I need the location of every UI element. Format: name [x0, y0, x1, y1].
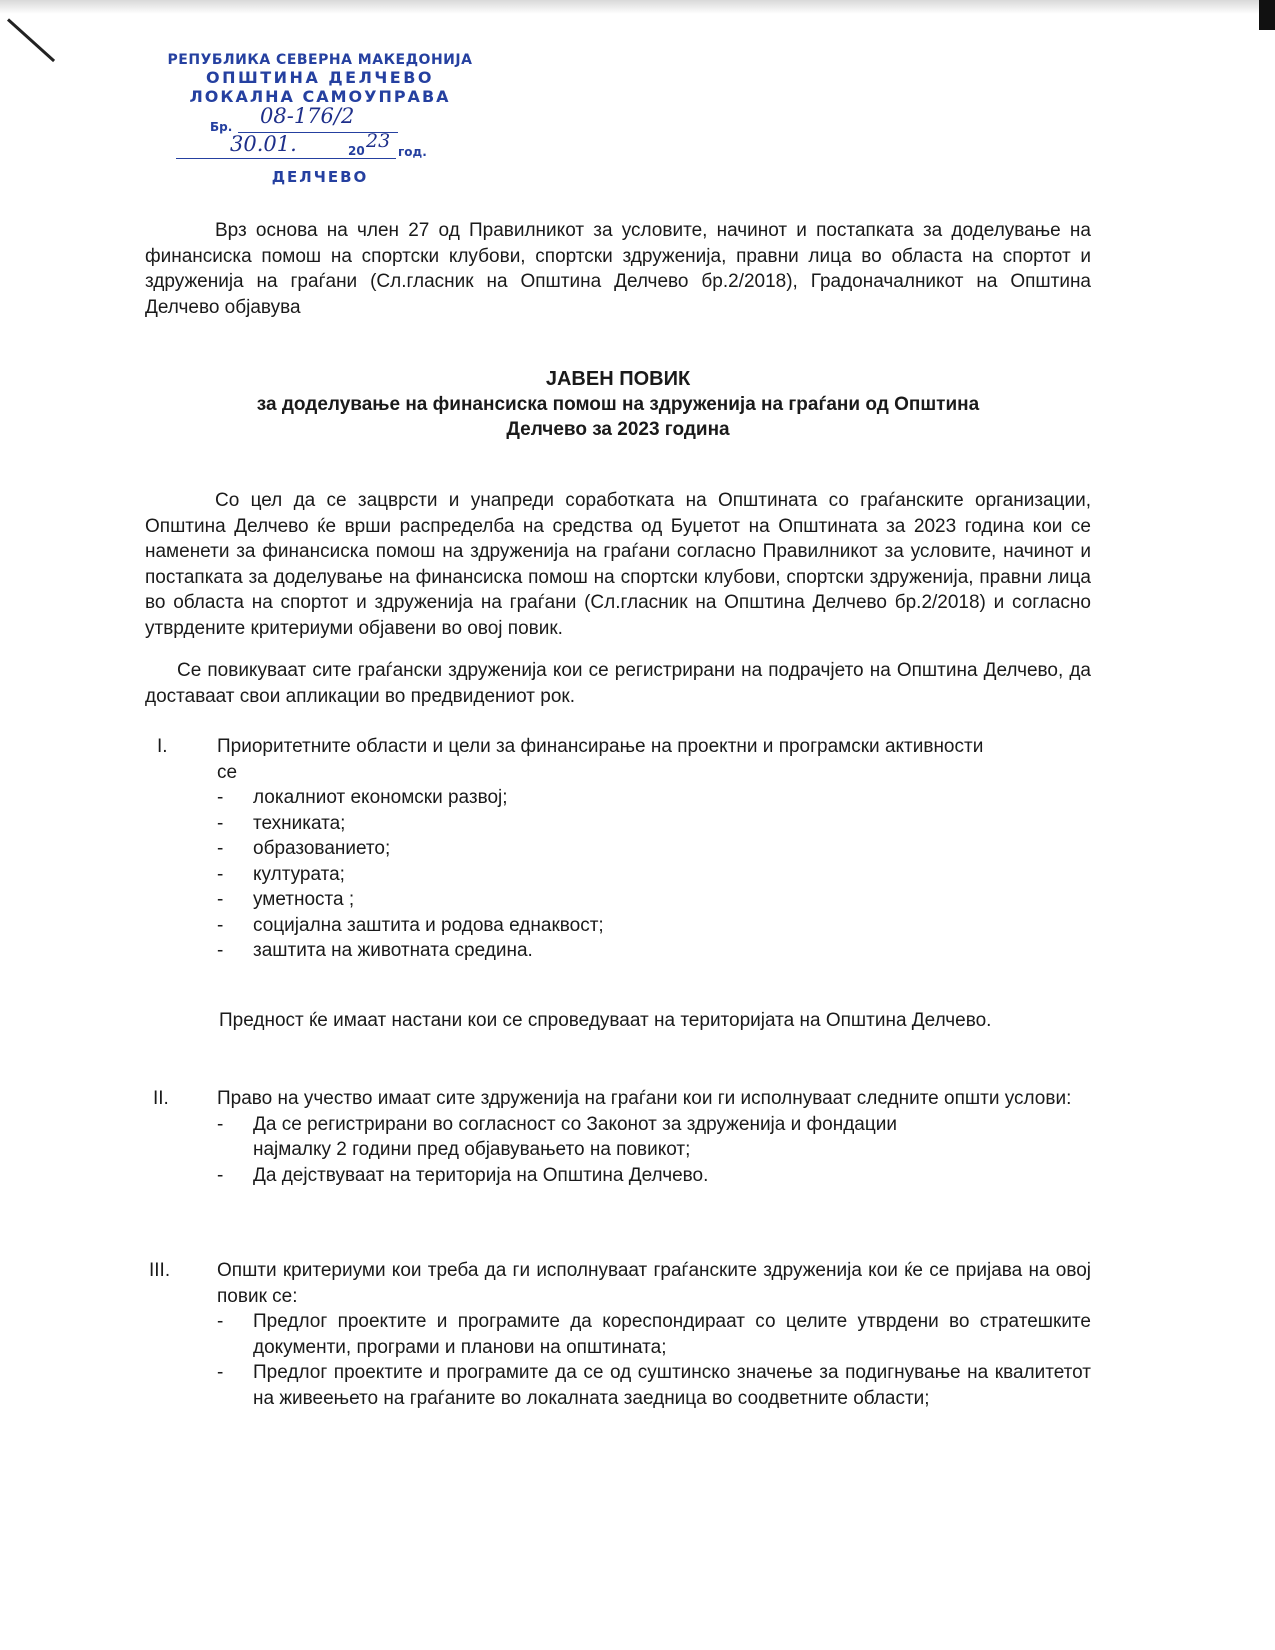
- section-number: II.: [153, 1088, 169, 1109]
- list-item: - социјална заштита и родова еднаквост;: [217, 914, 604, 936]
- section-number: I.: [157, 736, 168, 757]
- stamp-city: ДЕЛЧЕВО: [271, 168, 369, 186]
- list-item: - образованието;: [217, 838, 391, 859]
- title-line-1: ЈАВЕН ПОВИК: [545, 368, 691, 390]
- stamp-date-value: 30.01.: [230, 132, 297, 156]
- list-item: - културата;: [217, 863, 345, 885]
- criteria-list: [145, 1309, 1091, 1411]
- section-heading: Право на учество имаат сите здруженија на граѓани кои ги исполнуваат следните општи услови:: [217, 1088, 1072, 1109]
- stamp-number-value: 08-176/2: [260, 104, 355, 128]
- stamp-number-row: [160, 106, 480, 136]
- list-item: - Предлог проектите и програмите да кореспондираат со целите утврдени во стратешките документи, програми и планови на општината;: [217, 1311, 1091, 1358]
- scan-edge-corner: [1259, 0, 1275, 30]
- eligibility-list: [145, 1112, 1091, 1189]
- list-item: - Да се регистрирани во согласност со Законот за здруженија и фондации најмалку 2 години пред објавувањето на повикот;: [217, 1113, 897, 1160]
- stamp-date-underline: [176, 158, 396, 159]
- section-eligibility: [145, 1086, 1091, 1188]
- title-line-2: за доделување на финансиска помош на здруженија на граѓани од Општина: [256, 394, 980, 415]
- document-title: [145, 367, 1091, 442]
- list-item: - Предлог проектите и програмите да се од суштинско значење за подигнување на квалитетот на живеењето на граѓаните во локалната заедница во соодветните области;: [217, 1362, 1091, 1409]
- list-item: - техниката;: [217, 812, 346, 834]
- priority-list: [145, 785, 1091, 964]
- stamp-number-label: Бр.: [210, 120, 233, 134]
- corner-pen-mark: [7, 18, 55, 62]
- scan-edge: [0, 0, 1275, 14]
- list-item: - заштита на животната средина.: [217, 940, 533, 961]
- stamp-country: РЕПУБЛИКА СЕВЕРНА МАКЕДОНИЈА: [167, 52, 473, 68]
- section-number: III.: [149, 1260, 171, 1281]
- paragraph-invitation: Се повикуваат сите граѓански здруженија кои се регистрирани на подрачјето на Општина Делчево, да доставаат свои апликации во предвидениот рок.: [145, 660, 1091, 707]
- list-item: - уметноста ;: [217, 889, 355, 910]
- section-general-criteria: [145, 1258, 1091, 1411]
- priority-note: Предност ќе имаат настани кои се спроведуваат на територијата на Општина Делчево.: [219, 1010, 992, 1031]
- list-item: - Да дејствуваат на територија на Општина Делчево.: [217, 1164, 709, 1186]
- stamp-year-prefix: 20: [348, 144, 365, 158]
- intro-paragraph: Врз основа на член 27 од Правилникот за условите, начинот и постапката за доделување на финансиска помош на спортски клубови, спортски здруженија, правни лица во областа на спортот и здруженија на граѓани (Сл.гласник на Општина Делчево бр.2/2018), Градоначалникот на Општина Делчево објавува: [145, 220, 1091, 318]
- stamp-date-row: [160, 130, 480, 166]
- section-heading: Приоритетните области и цели за финансирање на проектни и програмски активности се: [217, 736, 984, 783]
- stamp-year-label: год.: [398, 145, 427, 159]
- registry-stamp: [160, 52, 480, 186]
- section-priority-areas: [145, 734, 1091, 964]
- stamp-year-suffix: 23: [366, 130, 391, 152]
- paragraph-purpose: Со цел да се зацврсти и унапреди соработката на Општината со граѓанските организации, Општина Делчево ќе врши распределба на средства од Буџетот на Општината за 2023 година кои се наменети за финансиска помош на здруженија на граѓани согласно Правилникот за условите, начинот и постапката за доделување на финансиска помош на спортски клубови, спортски здруженија, правни лица во областа на спортот и здруженија на граѓани (Сл.гласник на Општина Делчево бр.2/2018) и согласно утврдените критериуми објавени во овој повик.: [145, 490, 1091, 639]
- stamp-self-government: ЛОКАЛНА САМОУПРАВА: [189, 87, 451, 106]
- title-line-3: Делчево за 2023 година: [506, 419, 730, 440]
- list-item: - локалниот економски развој;: [217, 787, 508, 808]
- section-heading: Општи критериуми кои треба да ги исполнуваат граѓанските здруженија кои ќе се пријава на овој повик се:: [217, 1260, 1091, 1307]
- stamp-municipality: ОПШТИНА ДЕЛЧЕВО: [205, 68, 435, 87]
